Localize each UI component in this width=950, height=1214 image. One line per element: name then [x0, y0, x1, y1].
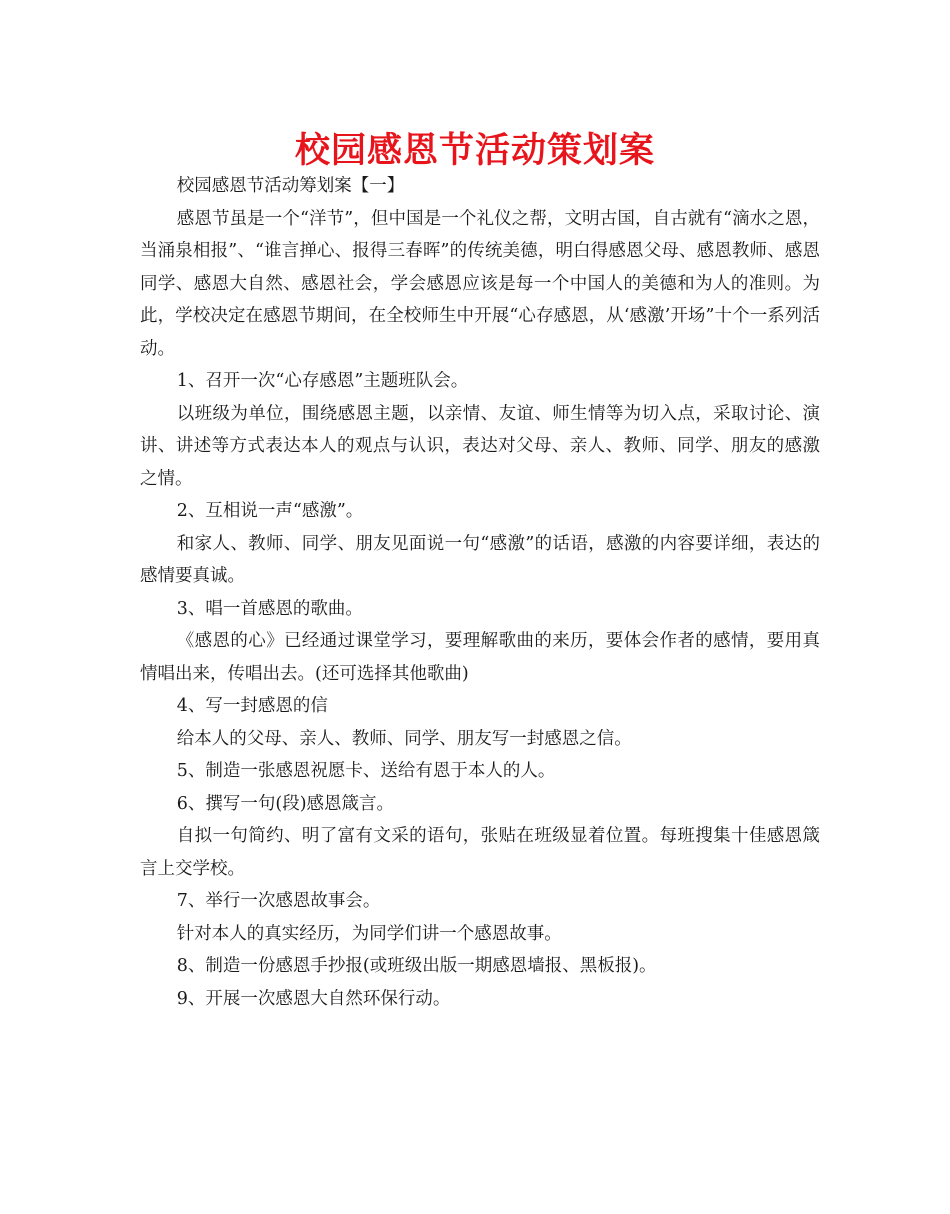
- activity-item-8: 8、制造一份感恩手抄报(或班级出版一期感恩墙报、黑板报)。: [176, 956, 657, 976]
- intro-paragraph: 感恩节虽是一个“洋节”，但中国是一个礼仪之帮，文明古国，自古就有“滴水之恩，当涌泉相报”、“谁言掸心、报得三春晖”的传统美德，明白得感恩父母、感恩教师、感恩同学、感恩大自然、感恩社会，学会感恩应该是每一个中国人的美德和为人的准则。为此，学校决定在感恩节期间，在全校师生中开展“心存感恩，从‘感激’开场”十个一系列活动。: [140, 208, 820, 359]
- activity-item-1: 1、召开一次“心存感恩”主题班队会。: [176, 371, 469, 391]
- activity-item-2: 2、互相说一声“感激”。: [176, 501, 364, 521]
- activity-item-3: 3、唱一首感恩的歌曲。: [176, 598, 363, 619]
- activity-item-9: 9、开展一次感恩大自然环保行动。: [176, 988, 451, 1009]
- activity-detail-6: 自拟一句简约、明了富有文采的语句，张贴在班级显着位置。每班搜集十佳感恩箴言上交学校。: [140, 826, 820, 879]
- activity-item-7: 7、举行一次感恩故事会。: [176, 891, 381, 911]
- activity-item-5: 5、制造一张感恩祝愿卡、送给有恩于本人的人。: [176, 761, 556, 781]
- activity-detail-4: 给本人的父母、亲人、教师、同学、朋友写一封感恩之信。: [176, 728, 632, 749]
- activity-detail-1: 以班级为单位，围绕感恩主题，以亲情、友谊、师生情等为切入点，采取讨论、演讲、讲述等方式表达本人的观点与认识，表达对父母、亲人、教师、同学、朋友的感激之情。: [140, 403, 820, 489]
- activity-item-4: 4、写一封感恩的信: [176, 696, 328, 716]
- activity-detail-7: 针对本人的真实经历，为同学们讲一个感恩故事。: [176, 923, 562, 944]
- section-heading: 校园感恩节活动筹划案【一】: [176, 176, 405, 196]
- activity-detail-2: 和家人、教师、同学、朋友见面说一句“感激”的话语，感激的内容要详细，表达的感情要真诚。: [140, 533, 820, 586]
- activity-item-6: 6、撰写一句(段)感恩箴言。: [176, 793, 395, 814]
- document-body: [140, 170, 820, 1015]
- activity-detail-3: 《感恩的心》已经通过课堂学习，要理解歌曲的来历，要体会作者的感情，要用真情唱出来，传唱出去。(还可选择其他歌曲): [140, 631, 820, 684]
- document-title: 校园感恩节活动策划案: [294, 130, 655, 171]
